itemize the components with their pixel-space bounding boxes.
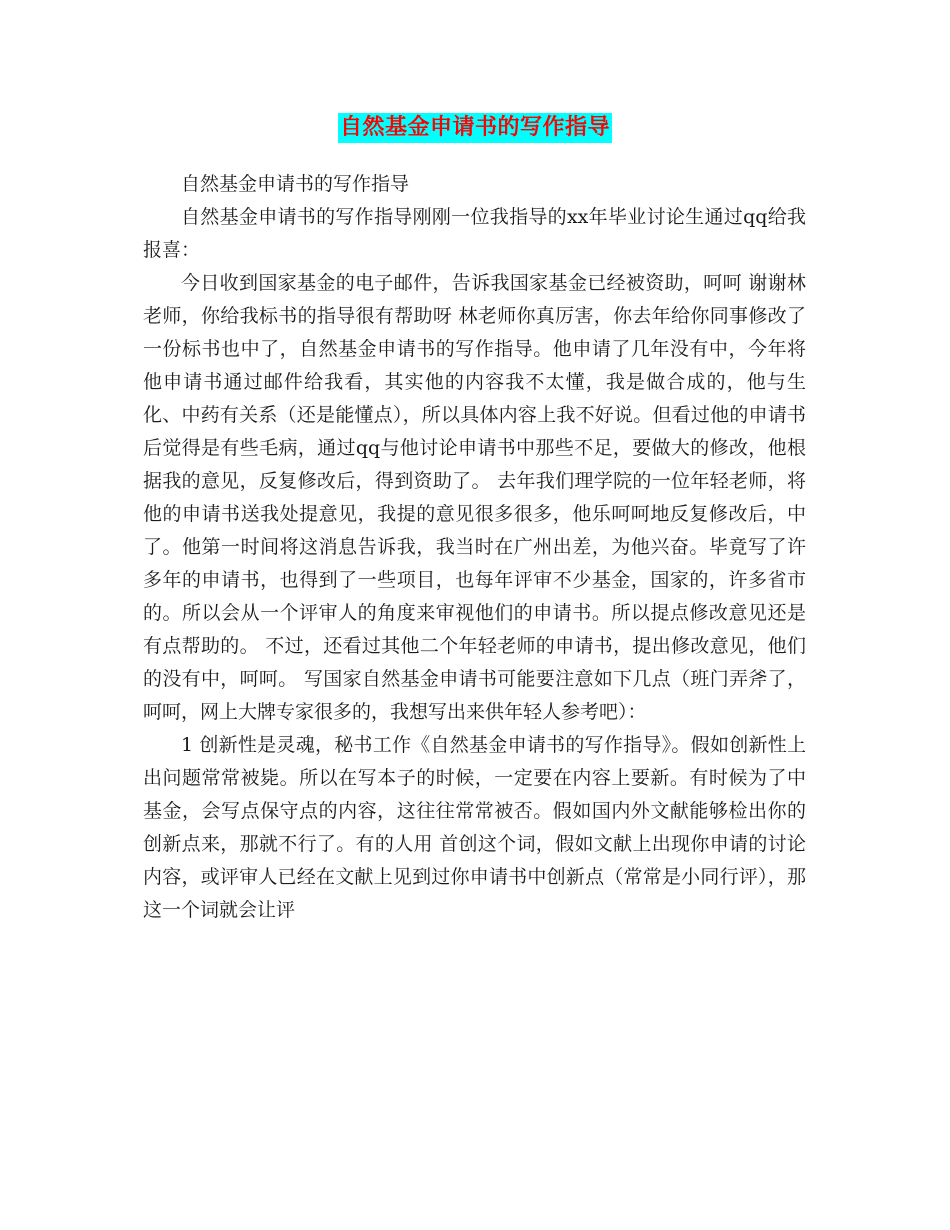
- paragraph-subtitle: 自然基金申请书的写作指导: [181, 173, 410, 195]
- paragraph-point-1: 1 创新性是灵魂，秘书工作《自然基金申请书的写作指导》。假如创新性上出问题常常被毙。所以在写本子的时候，一定要在内容上要新。有时候为了中基金，会写点保守点的内容，这往往常常被否。假如国内外文献能够检出你的创新点来，那就不行了。有的人用 首创这个词，假如文献上出现你申请的讨论内容，或评审人已经在文献上见到过你申请书中创新点（常常是小同行评），那这一个词就会让评: [143, 734, 806, 921]
- title-container: [0, 113, 950, 143]
- paragraph-story: 今日收到国家基金的电子邮件，告诉我国家基金已经被资助，呵呵 谢谢林老师，你给我标书的指导很有帮助呀 林老师你真厉害，你去年给你同事修改了一份标书也中了，自然基金申请书的写作指导。他申请了几年没有中，今年将他申请书通过邮件给我看，其实他的内容我不太懂，我是做合成的，他与生化、中药有关系（还是能懂点），所以具体内容上我不好说。但看过他的申请书后觉得是有些毛病，通过qq与他讨论申请书中那些不足，要做大的修改，他根据我的意见，反复修改后，得到资助了。 去年我们理学院的一位年轻老师，将他的申请书送我处提意见，我提的意见很多很多，他乐呵呵地反复修改后，中了。他第一时间将这消息告诉我，我当时在广州出差，为他兴奋。毕竟写了许多年的申请书，也得到了一些项目，也每年评审不少基金，国家的，许多省市的。所以会从一个评审人的角度来审视他们的申请书。所以提点修改意见还是有点帮助的。 不过，还看过其他二个年轻老师的申请书，提出修改意见，他们的没有中，呵呵。 写国家自然基金申请书可能要注意如下几点（班门弄斧了，呵呵，网上大牌专家很多的，我想写出来供年轻人参考吧）：: [143, 272, 806, 723]
- document-body: [143, 168, 806, 927]
- paragraph-intro: 自然基金申请书的写作指导刚刚一位我指导的xx年毕业讨论生通过qq给我报喜：: [143, 206, 806, 261]
- document-title: 自然基金申请书的写作指导: [338, 113, 612, 143]
